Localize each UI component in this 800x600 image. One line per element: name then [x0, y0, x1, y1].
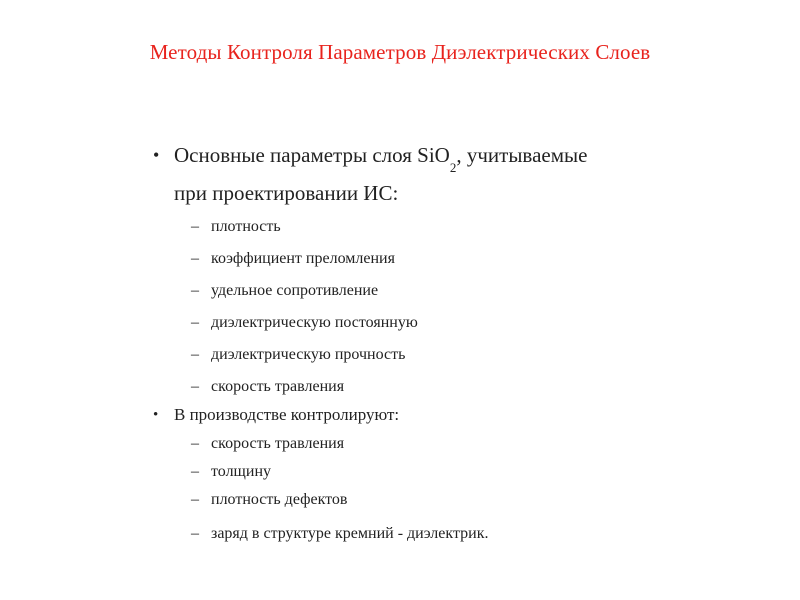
bullet-1-sublist [152, 217, 752, 409]
bullet-1 [152, 140, 752, 208]
bullet-1-text-line2: при проектировании ИС: [174, 181, 399, 206]
slide-title: Методы Контроля Параметров Диэлектрических Слоев [149, 40, 651, 64]
list-item: – толщину [191, 463, 271, 481]
bullet-mark: • [153, 145, 160, 165]
list-item: – удельное сопротивление [191, 282, 379, 300]
list-item: – диэлектрическую прочность [191, 346, 406, 364]
subscript: 2 [449, 160, 457, 176]
list-item: – плотность [191, 218, 281, 236]
list-item: – коэффициент преломления [191, 250, 395, 268]
bullet-2-sublist [152, 434, 752, 556]
list-item: – диэлектрическую постоянную [191, 314, 418, 332]
bullet-2-text: В производстве контролируют: [174, 405, 400, 425]
slide-content [152, 140, 752, 556]
list-item: – скорость травления [191, 378, 345, 396]
bullet-1-text: Основные параметры слоя SiO$_2$, учитываемые [174, 143, 588, 176]
bullet-mark: • [153, 407, 159, 424]
list-item: – скорость травления [191, 435, 345, 453]
list-item: – заряд в структуре кремний - диэлектрик. [191, 525, 489, 543]
list-item: – плотность дефектов [191, 491, 348, 509]
bullet-2 [152, 403, 752, 427]
